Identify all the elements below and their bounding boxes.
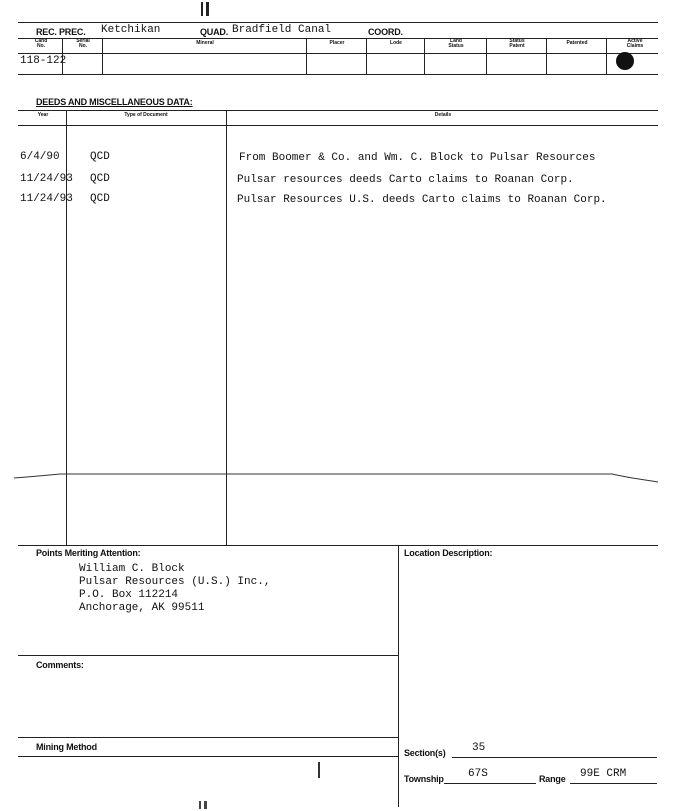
scan-mark-bottom xyxy=(204,801,207,809)
township-label: Township xyxy=(404,774,444,784)
col-placer: Placer xyxy=(329,40,345,46)
comments-label: Comments: xyxy=(36,660,84,670)
claim-row-rule xyxy=(18,74,658,75)
points-line: William C. Block xyxy=(79,563,185,575)
points-line: P.O. Box 112214 xyxy=(79,589,179,601)
coord-label: COORD. xyxy=(368,27,403,37)
grid-divider xyxy=(606,38,607,74)
location-label: Location Description: xyxy=(404,548,493,558)
range-value: 99E CRM xyxy=(580,768,627,780)
grid-divider xyxy=(306,38,307,74)
col-type: Type of Document xyxy=(124,112,168,118)
section-value: 35 xyxy=(472,742,486,754)
mining-method-bottom-rule xyxy=(18,756,398,757)
deed-type: QCD xyxy=(90,151,110,163)
lower-section-rule xyxy=(18,545,658,546)
points-line: Anchorage, AK 99511 xyxy=(79,602,205,614)
points-label: Points Meriting Attention: xyxy=(36,548,141,558)
col-patented: Patented xyxy=(566,40,588,46)
quad-label: QUAD. xyxy=(200,27,228,37)
grid-divider xyxy=(62,38,63,74)
section-label: Section(s) xyxy=(404,748,446,758)
deeds-top-rule xyxy=(18,110,658,111)
scan-mark-bottom xyxy=(199,801,201,809)
col-active: Active Claims xyxy=(626,38,644,49)
fold-line xyxy=(0,470,678,490)
location-divider xyxy=(398,545,399,807)
range-label: Range xyxy=(539,774,566,784)
comments-rule xyxy=(18,655,398,656)
quad-value: Bradfield Canal xyxy=(232,24,332,36)
deed-date: 6/4/90 xyxy=(20,151,60,163)
deed-date: 11/24/93 xyxy=(20,193,73,205)
deed-type: QCD xyxy=(90,173,110,185)
grid-divider xyxy=(102,38,103,74)
mining-method-label: Mining Method xyxy=(36,742,97,752)
township-value: 67S xyxy=(468,768,488,780)
points-line: Pulsar Resources (U.S.) Inc., xyxy=(79,576,271,588)
col-lode: Lode xyxy=(390,40,402,46)
punch-hole xyxy=(616,52,634,70)
scan-mark xyxy=(318,762,320,778)
deed-details: Pulsar Resources U.S. deeds Carto claims to Roanan Corp. xyxy=(237,194,607,206)
deed-details: Pulsar resources deeds Carto claims to Roanan Corp. xyxy=(237,174,574,186)
mining-method-rule xyxy=(18,737,398,738)
rec-prec-label: REC. PREC. xyxy=(36,27,86,37)
grid-divider xyxy=(546,38,547,74)
grid-divider xyxy=(424,38,425,74)
col-mineral: Mineral xyxy=(196,40,214,46)
deeds-section-title: DEEDS AND MISCELLANEOUS DATA: xyxy=(36,97,193,107)
header-top-rule xyxy=(18,22,658,23)
col-year: Year xyxy=(37,112,49,118)
range-underline xyxy=(570,783,657,784)
grid-divider xyxy=(486,38,487,74)
col-cand-no: Cand No. xyxy=(34,38,48,49)
deed-date: 11/24/93 xyxy=(20,173,73,185)
scan-mark-top xyxy=(206,2,209,16)
section-underline xyxy=(452,757,657,758)
col-status-patent: Status Patent xyxy=(509,38,525,49)
col-land-status: Land Status xyxy=(448,38,464,49)
deed-details: From Boomer & Co. and Wm. C. Block to Pulsar Resources xyxy=(239,152,596,164)
header-row-rule xyxy=(18,38,658,39)
col-details: Details xyxy=(434,112,452,118)
grid-divider xyxy=(366,38,367,74)
deeds-header-rule xyxy=(18,125,658,126)
scan-mark-top xyxy=(201,2,203,16)
rec-prec-value: Ketchikan xyxy=(101,24,161,36)
deed-type: QCD xyxy=(90,193,110,205)
cand-no-value: 118-122 xyxy=(20,55,67,67)
township-underline xyxy=(444,783,536,784)
col-serial-no: Serial No. xyxy=(76,38,90,49)
column-header-rule xyxy=(18,53,658,54)
